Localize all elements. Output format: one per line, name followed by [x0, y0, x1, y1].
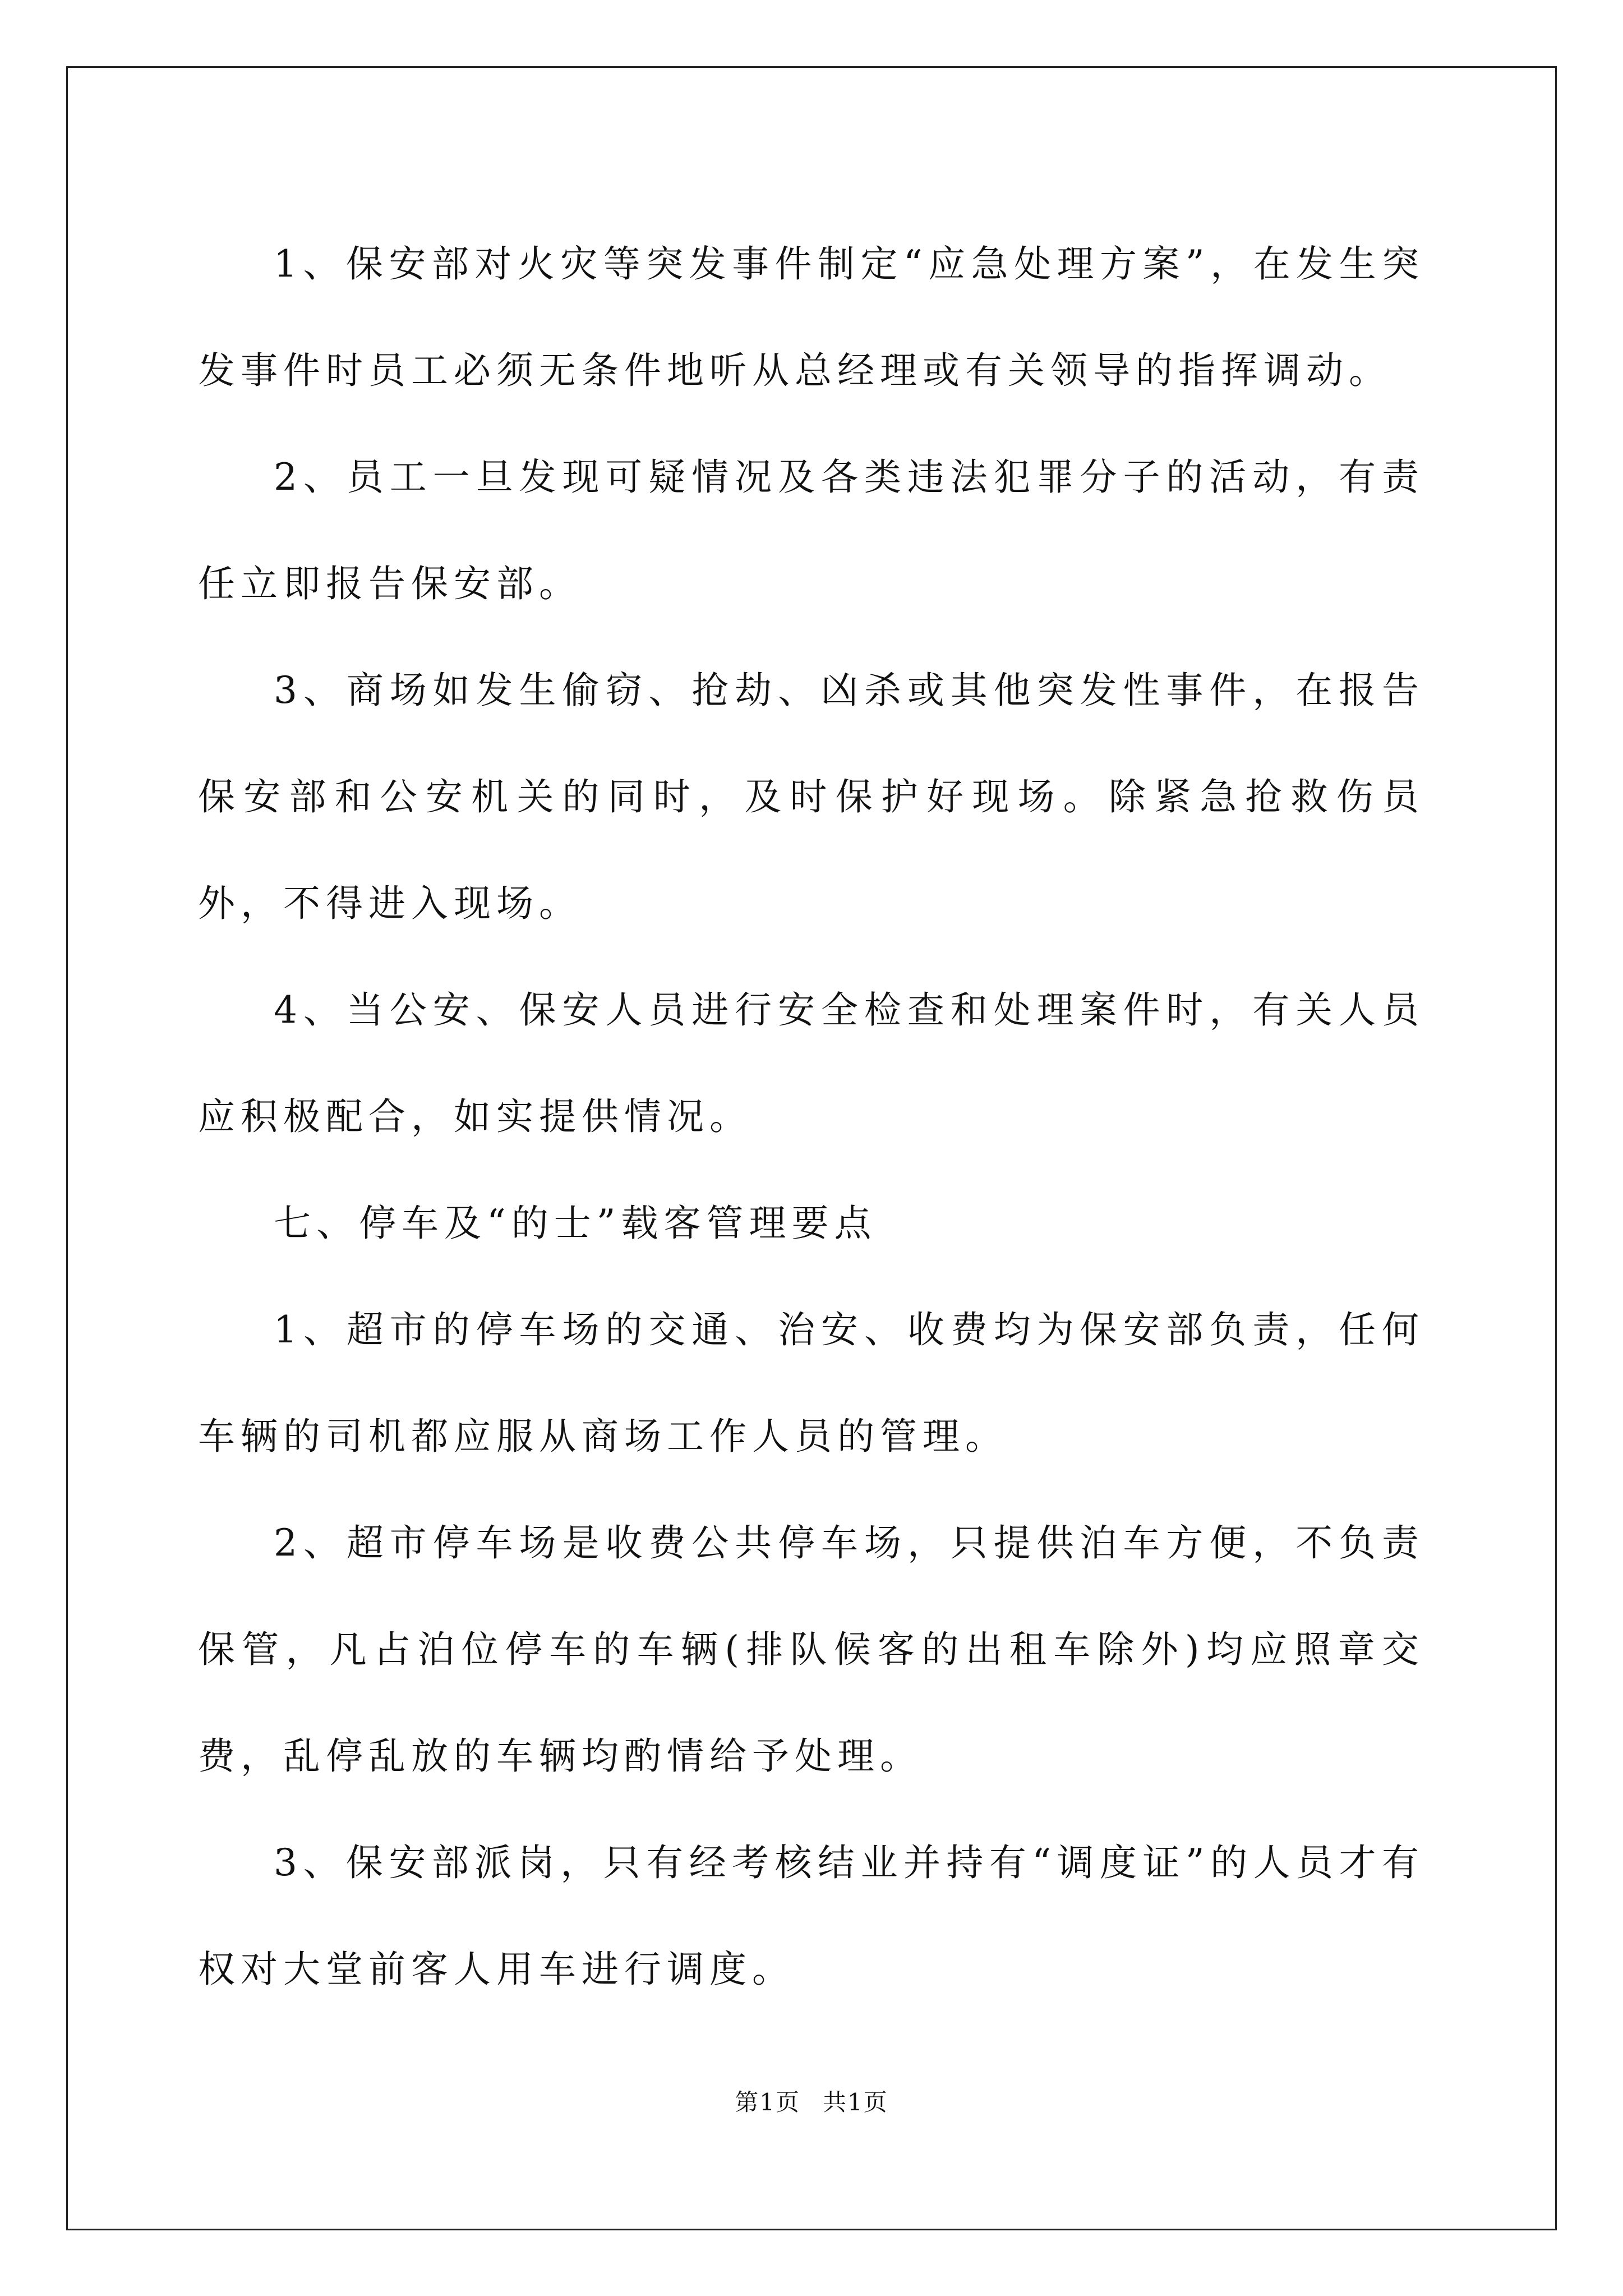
- paragraph-protect-scene: 3、商场如发生偷窃、抢劫、凶杀或其他突发性事件，在报告保安部和公安机关的同时，及时保护好现场。除紧急抢救伤员外，不得进入现场。: [198, 669, 1424, 925]
- paragraph-parking-responsibility: 1、超市的停车场的交通、治安、收费均为保安部负责，任何车辆的司机都应服从商场工作人员的管理。: [198, 1308, 1424, 1458]
- page-number-current: 第1页: [735, 2088, 800, 2116]
- paragraph-dispatch-permit: 3、保安部派岗，只有经考核结业并持有“调度证”的人员才有权对大堂前客人用车进行调度。: [198, 1841, 1424, 1991]
- paragraph-cooperate-inspection: 4、当公安、保安人员进行安全检查和处理案件时，有关人员应积极配合，如实提供情况。: [198, 988, 1424, 1138]
- paragraph-parking-fees: 2、超市停车场是收费公共停车场，只提供泊车方便，不负责保管，凡占泊位停车的车辆(排队候客的出租车除外)均应照章交费，乱停乱放的车辆均酌情给予处理。: [198, 1521, 1424, 1778]
- document-body: [198, 212, 1424, 2023]
- paragraph-emergency-plan: 1、保安部对火灾等突发事件制定“应急处理方案”，在发生突发事件时员工必须无条件地听从总经理或有关领导的指挥调动。: [198, 242, 1424, 392]
- paragraph-report-suspicious: 2、员工一旦发现可疑情况及各类违法犯罪分子的活动，有责任立即报告保安部。: [198, 455, 1424, 605]
- section-heading-parking: 七、停车及“的士”载客管理要点: [274, 1202, 877, 1245]
- page-number-total: 共1页: [823, 2088, 888, 2116]
- page-footer: [0, 2086, 1623, 2119]
